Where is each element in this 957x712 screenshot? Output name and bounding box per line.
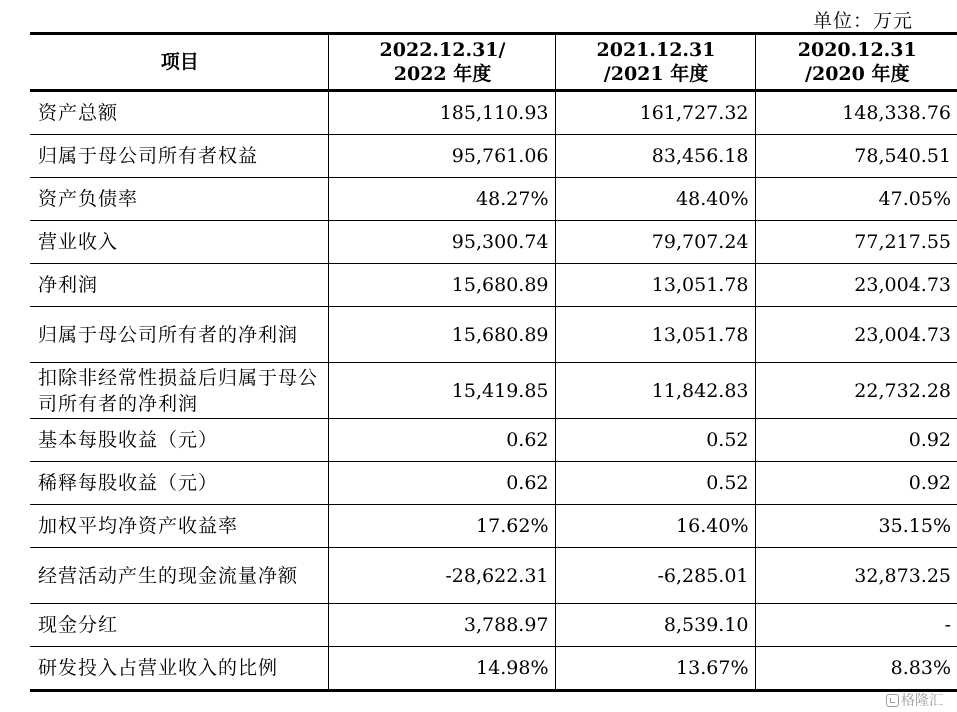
cell-value: 0.92 xyxy=(755,419,957,462)
cell-value: 185,110.93 xyxy=(328,91,555,135)
row-label: 经营活动产生的现金流量净额 xyxy=(30,548,328,604)
row-label: 扣除非经常性损益后归属于母公司所有者的净利润 xyxy=(30,363,328,419)
watermark-text: 格隆汇 xyxy=(901,693,943,709)
unit-label: 单位：万元 xyxy=(812,10,913,32)
cell-value: 48.27% xyxy=(328,178,555,221)
cell-value: 11,842.83 xyxy=(555,363,755,419)
cell-value: 83,456.18 xyxy=(555,135,755,178)
table-row xyxy=(30,647,957,691)
header-col-2020-line1: 2020.12.31 xyxy=(797,39,917,61)
cell-value: 8.83% xyxy=(755,647,957,691)
cell-value: 15,680.89 xyxy=(328,307,555,363)
row-label: 加权平均净资产收益率 xyxy=(30,505,328,548)
row-label: 资产总额 xyxy=(30,91,328,135)
header-col-2020-line2: /2020 年度 xyxy=(805,63,910,85)
cell-value: 148,338.76 xyxy=(755,91,957,135)
header-col-2021-line1: 2021.12.31 xyxy=(596,39,716,61)
header-col-2022-line1: 2022.12.31/ xyxy=(379,39,506,61)
table-row xyxy=(30,363,957,419)
cell-value: 16.40% xyxy=(555,505,755,548)
header-col-2020 xyxy=(755,34,957,91)
cell-value: 0.62 xyxy=(328,419,555,462)
cell-value: 48.40% xyxy=(555,178,755,221)
cell-value: 95,761.06 xyxy=(328,135,555,178)
cell-value: 13.67% xyxy=(555,647,755,691)
table-row xyxy=(30,135,957,178)
row-label: 基本每股收益（元） xyxy=(30,419,328,462)
cell-value: - xyxy=(755,604,957,647)
row-label: 研发投入占营业收入的比例 xyxy=(30,647,328,691)
row-label: 净利润 xyxy=(30,264,328,307)
header-col-2022-line2: 2022 年度 xyxy=(393,63,492,85)
cell-value: 0.92 xyxy=(755,462,957,505)
cell-value: 22,732.28 xyxy=(755,363,957,419)
cell-value: 161,727.32 xyxy=(555,91,755,135)
brand-logo-icon xyxy=(886,694,899,707)
row-label: 现金分红 xyxy=(30,604,328,647)
cell-value: 8,539.10 xyxy=(555,604,755,647)
cell-value: 77,217.55 xyxy=(755,221,957,264)
cell-value: 0.52 xyxy=(555,419,755,462)
header-item: 项目 xyxy=(30,34,328,91)
cell-value: 35.15% xyxy=(755,505,957,548)
table-row xyxy=(30,604,957,647)
cell-value: 95,300.74 xyxy=(328,221,555,264)
table-row xyxy=(30,264,957,307)
table-row xyxy=(30,221,957,264)
cell-value: 47.05% xyxy=(755,178,957,221)
cell-value: 78,540.51 xyxy=(755,135,957,178)
table-row xyxy=(30,505,957,548)
cell-value: 14.98% xyxy=(328,647,555,691)
cell-value: 3,788.97 xyxy=(328,604,555,647)
table-row xyxy=(30,548,957,604)
cell-value: 13,051.78 xyxy=(555,264,755,307)
header-col-2021-line2: /2021 年度 xyxy=(603,63,709,85)
cell-value: 0.62 xyxy=(328,462,555,505)
table-row xyxy=(30,178,957,221)
cell-value: 15,419.85 xyxy=(328,363,555,419)
row-label: 稀释每股收益（元） xyxy=(30,462,328,505)
cell-value: 15,680.89 xyxy=(328,264,555,307)
watermark xyxy=(886,690,943,710)
financial-data-table xyxy=(30,32,957,692)
table-row xyxy=(30,307,957,363)
cell-value: -6,285.01 xyxy=(555,548,755,604)
header-col-2021 xyxy=(555,34,755,91)
table-row xyxy=(30,462,957,505)
cell-value: 79,707.24 xyxy=(555,221,755,264)
cell-value: 23,004.73 xyxy=(755,264,957,307)
header-col-2022 xyxy=(328,34,555,91)
cell-value: 32,873.25 xyxy=(755,548,957,604)
table-row xyxy=(30,91,957,135)
row-label: 归属于母公司所有者的净利润 xyxy=(30,307,328,363)
cell-value: 17.62% xyxy=(328,505,555,548)
cell-value: 13,051.78 xyxy=(555,307,755,363)
table-header-row xyxy=(30,34,957,91)
table-row xyxy=(30,419,957,462)
row-label: 归属于母公司所有者权益 xyxy=(30,135,328,178)
cell-value: 23,004.73 xyxy=(755,307,957,363)
cell-value: -28,622.31 xyxy=(328,548,555,604)
row-label: 营业收入 xyxy=(30,221,328,264)
row-label: 资产负债率 xyxy=(30,178,328,221)
cell-value: 0.52 xyxy=(555,462,755,505)
